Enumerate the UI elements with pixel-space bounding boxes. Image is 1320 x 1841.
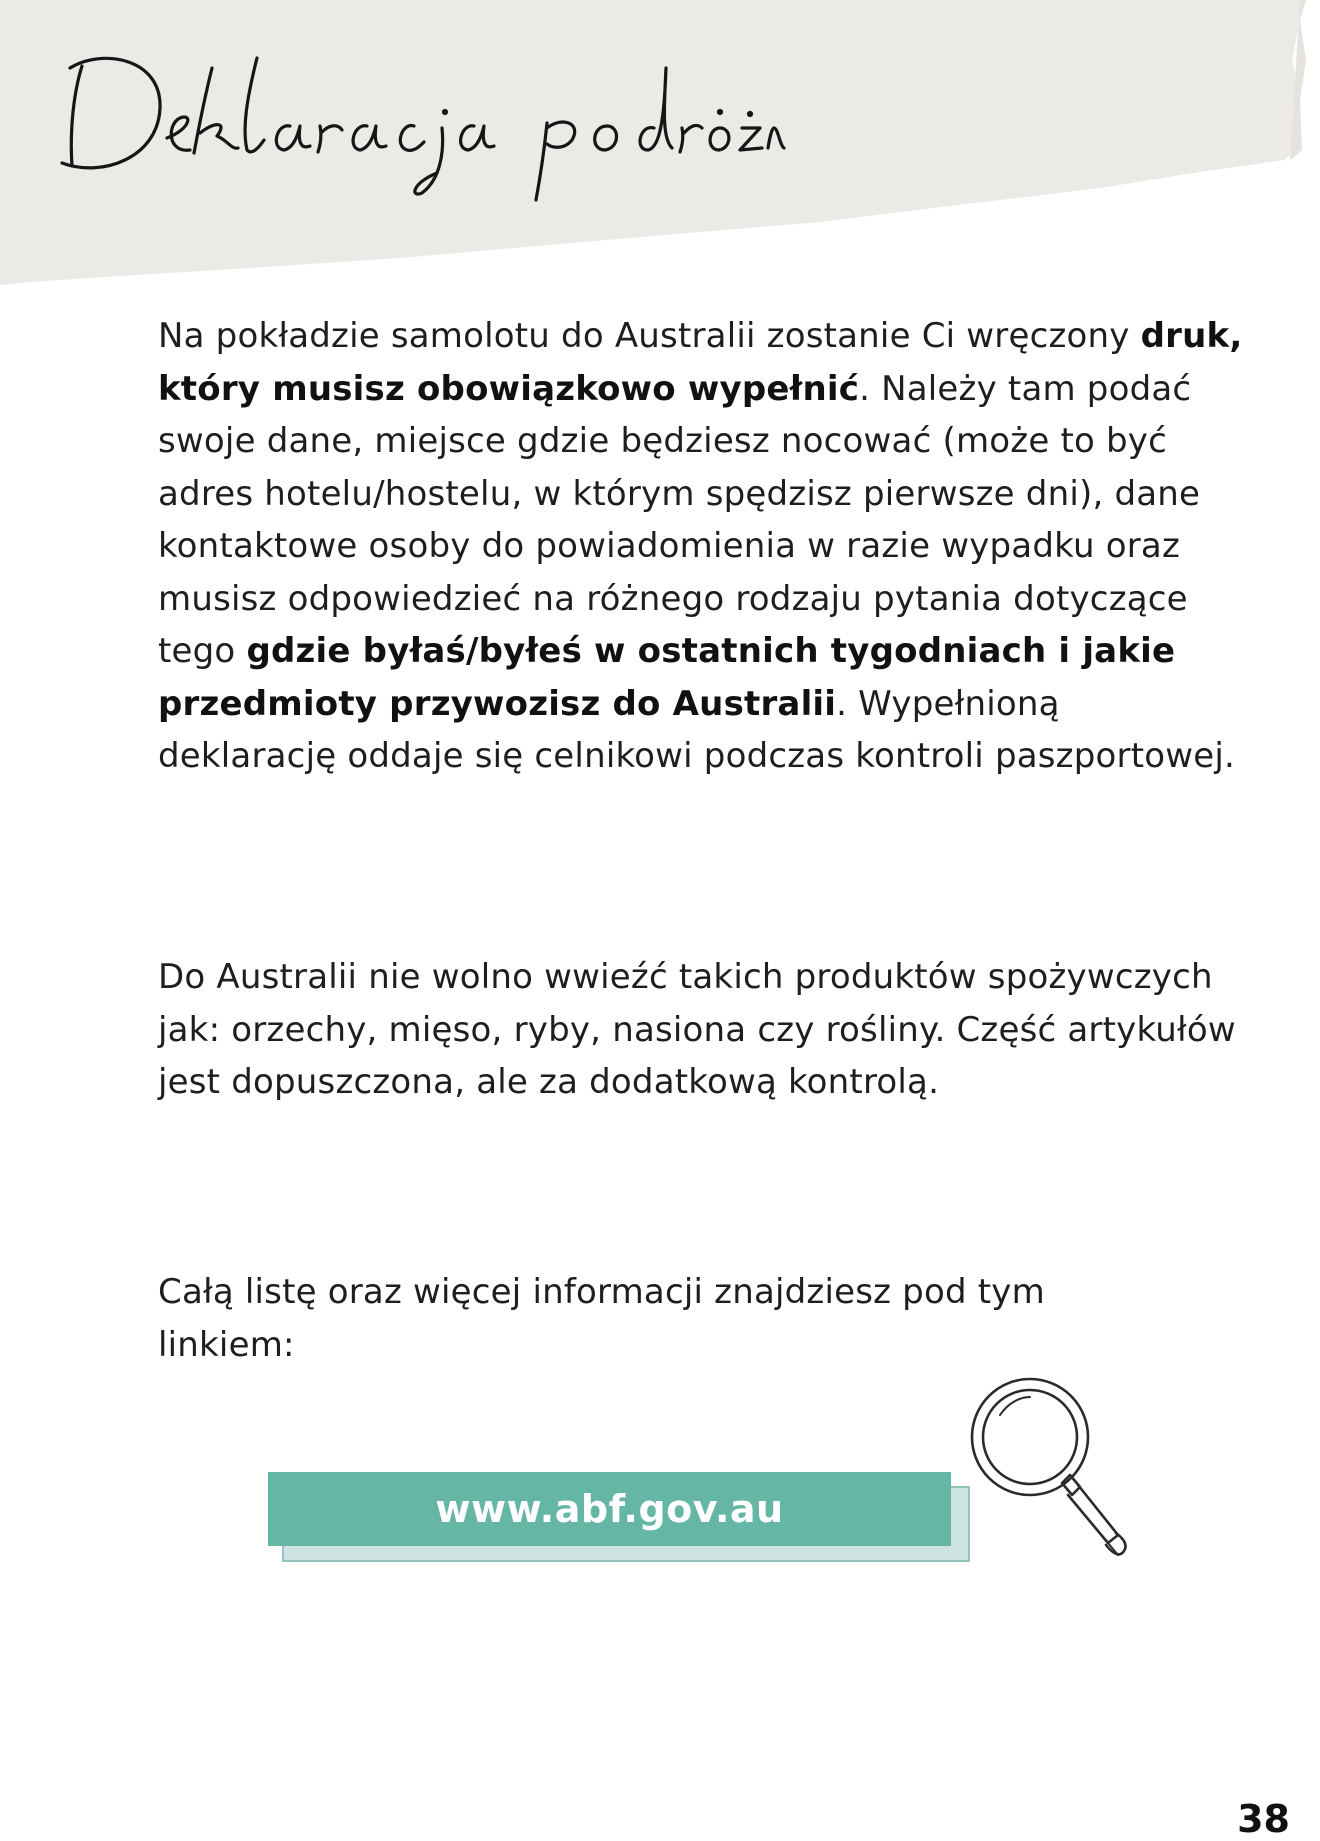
restrictions-paragraph: Do Australii nie wolno wwieźć takich produktów spożywczych jak: orzechy, mięso, ryby, nasiona czy rośliny. Część artykułów jest dopuszczona, ale za dodatkową kontrolą. (158, 957, 1236, 1102)
page-title (42, 28, 802, 208)
abf-link-button[interactable]: www.abf.gov.au (268, 1472, 951, 1546)
intro-text-3: . Wypełnioną deklarację oddaje się celnikowi podczas kontroli paszportowej. (158, 683, 1236, 776)
link-box (268, 1472, 968, 1562)
intro-bold-1: druk, który musisz obowiązkowo wypełnić (158, 316, 1243, 409)
intro-bold-2: gdzie byłaś/byłeś w ostatnich tygodniach i jakie przedmioty przywozisz do Australii (158, 631, 1176, 724)
intro-text-1: Na pokładzie samolotu do Australii zostanie Ci wręczony (158, 316, 1141, 356)
intro-text-2: . Należy tam podać swoje dane, miejsce gdzie będziesz nocować (może to być adres hotelu/hostelu, w którym spędzisz pierwsze dni), dane kontaktowe osoby do powiadomienia w razie wypadku oraz musisz odpowiedzieć na różnego rodzaju pytania dotyczące tego (158, 368, 1201, 671)
magnifying-glass-icon (968, 1375, 1138, 1575)
intro-paragraph (158, 310, 1248, 783)
link-intro-paragraph: Całą listę oraz więcej informacji znajdziesz pod tym linkiem: (158, 1272, 1045, 1365)
page-number: 38 (1237, 1797, 1290, 1841)
